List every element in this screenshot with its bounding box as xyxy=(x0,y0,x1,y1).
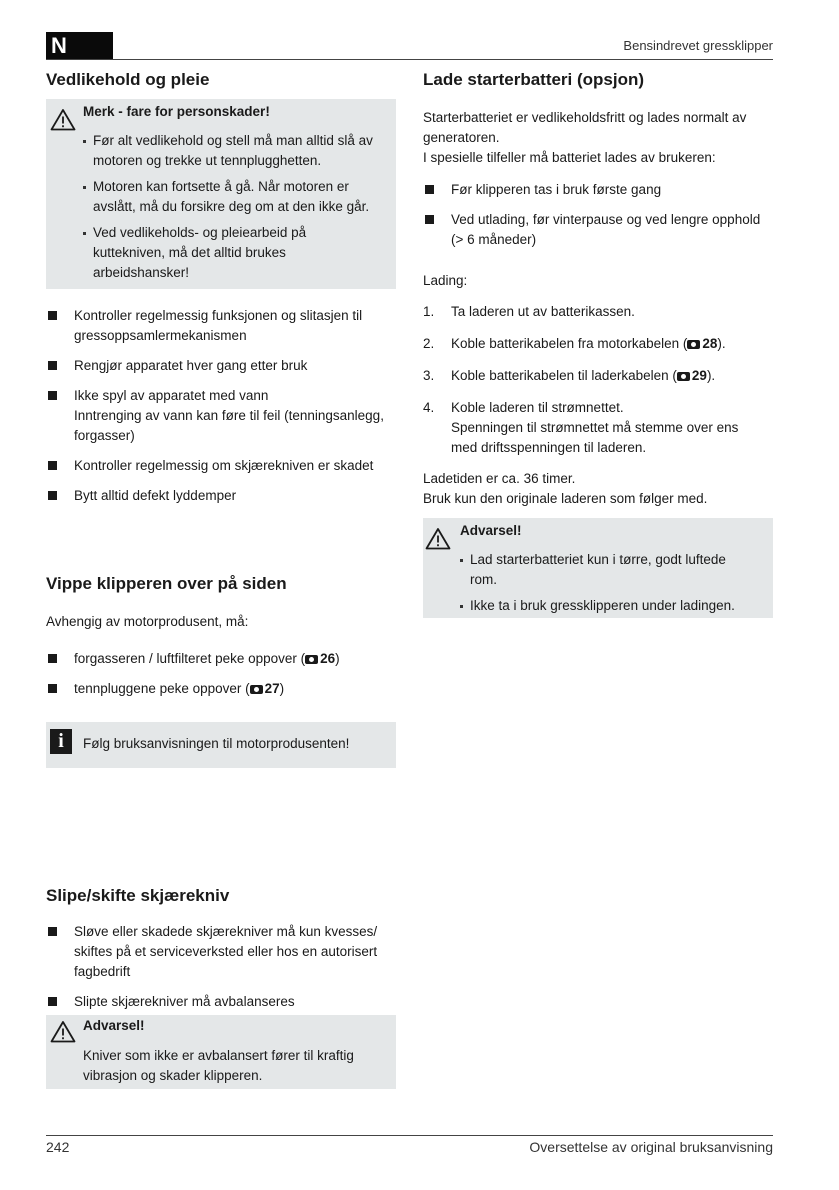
charging-time: Ladetiden er ca. 36 timer. xyxy=(423,471,576,486)
figure-number: 26 xyxy=(320,651,336,666)
info-text: Følg bruksanvisningen til motorprodusenten! xyxy=(83,736,350,751)
warning-list xyxy=(83,131,388,283)
tilt-intro: Avhengig av motorprodusent, må: xyxy=(46,614,249,629)
battery-intro xyxy=(423,108,773,168)
list-item xyxy=(46,679,396,699)
step-text: Ta laderen ut av batterikassen. xyxy=(451,304,635,319)
list-item: Før alt vedlikehold og stell må man alltid slå av motoren og trekke ut tennplugghetten. xyxy=(83,131,388,171)
step-end: ). xyxy=(717,336,726,351)
step-item xyxy=(423,398,773,458)
warning-box-injury xyxy=(46,99,396,289)
camera-icon xyxy=(250,685,263,694)
camera-icon xyxy=(687,340,700,349)
list-item: Sløve eller skadede skjærekniver må kun kvesses/ skiftes på et serviceverksted eller hos en autorisert fagbedrift xyxy=(46,922,396,982)
figure-reference xyxy=(250,681,280,696)
list-item-end: ) xyxy=(279,681,285,696)
maintenance-list xyxy=(46,306,396,506)
info-box xyxy=(46,722,396,768)
list-item-text: tennpluggene peke oppover ( xyxy=(74,681,250,696)
list-item: Kontroller regelmessig funksjonen og slitasjen til gressoppsamlermekanismen xyxy=(46,306,396,346)
warning-triangle-icon xyxy=(50,108,76,131)
figure-reference xyxy=(677,368,707,383)
list-item: Bytt alltid defekt lyddemper xyxy=(46,486,396,506)
list-item xyxy=(46,649,396,669)
list-item-text: Ikke spyl av apparatet med vann xyxy=(74,388,269,403)
charging-label: Lading: xyxy=(423,273,468,288)
step-item xyxy=(423,366,773,386)
tilt-list xyxy=(46,649,396,699)
step-number: 2. xyxy=(423,336,435,351)
blade-list xyxy=(46,922,396,1012)
warning-title: Merk - fare for personskader! xyxy=(83,104,270,119)
battery-conditions-list xyxy=(423,180,773,250)
list-item: Før klipperen tas i bruk første gang xyxy=(423,180,773,200)
battery-intro-text: I spesielle tilfeller må batteriet lades av brukeren: xyxy=(423,150,716,165)
list-item: Motoren kan fortsette å gå. Når motoren er avslått, må du forsikre deg om at den ikke går. xyxy=(83,177,388,217)
charging-steps xyxy=(423,302,773,458)
list-item: Ved utlading, før vinterpause og ved lengre opphold (> 6 måneder) xyxy=(423,210,773,250)
camera-icon xyxy=(305,655,318,664)
section-heading-battery: Lade starterbatteri (opsjon) xyxy=(423,70,645,89)
figure-reference xyxy=(687,336,717,351)
step-subtext: Spenningen til strømnettet må stemme over ens med driftsspenningen til laderen. xyxy=(451,420,739,455)
warning-box-blade xyxy=(46,1015,396,1089)
header-title: Bensindrevet gressklipper xyxy=(623,38,773,53)
figure-number: 28 xyxy=(702,336,718,351)
list-item: Rengjør apparatet hver gang etter bruk xyxy=(46,356,396,376)
section-heading-tilt: Vippe klipperen over på siden xyxy=(46,574,287,593)
camera-icon xyxy=(677,372,690,381)
page-number: 242 xyxy=(46,1139,70,1155)
battery-intro-text: Starterbatteriet er vedlikeholdsfritt og lades normalt av generatoren. xyxy=(423,110,747,145)
warning-title: Advarsel! xyxy=(460,523,522,538)
list-item: Slipte skjærekniver må avbalanseres xyxy=(46,992,396,1012)
warning-list xyxy=(460,550,765,616)
list-item xyxy=(46,386,396,446)
section-heading-maintenance: Vedlikehold og pleie xyxy=(46,70,210,89)
figure-reference xyxy=(305,651,335,666)
step-number: 3. xyxy=(423,368,435,383)
step-item xyxy=(423,334,773,354)
list-item: Ikke ta i bruk gressklipperen under ladingen. xyxy=(460,596,765,616)
section-heading-blade: Slipe/skifte skjærekniv xyxy=(46,886,230,905)
info-icon: i xyxy=(50,729,72,754)
warning-box-charging xyxy=(423,518,773,618)
charging-notes xyxy=(423,469,773,509)
warning-text: Kniver som ikke er avbalansert fører til kraftig vibrasjon og skader klipperen. xyxy=(83,1048,354,1083)
figure-number: 27 xyxy=(264,681,280,696)
list-item-subtext: Inntrenging av vann kan føre til feil (tenningsanlegg, forgasser) xyxy=(74,408,384,443)
step-text: Koble laderen til strømnettet. xyxy=(451,400,624,415)
warning-triangle-icon xyxy=(50,1020,76,1043)
charger-note: Bruk kun den originale laderen som følger med. xyxy=(423,491,708,506)
step-number: 1. xyxy=(423,304,435,319)
list-item: Ved vedlikeholds- og pleiearbeid på kuttekniven, må det alltid brukes arbeidshansker! xyxy=(83,223,388,283)
step-item xyxy=(423,302,773,322)
footer-title: Oversettelse av original bruksanvisning xyxy=(529,1139,773,1155)
step-text: Koble batterikabelen fra motorkabelen ( xyxy=(451,336,688,351)
footer-divider xyxy=(46,1135,773,1136)
language-badge: N xyxy=(46,32,113,60)
list-item: Kontroller regelmessig om skjærekniven er skadet xyxy=(46,456,396,476)
step-text: Koble batterikabelen til laderkabelen ( xyxy=(451,368,677,383)
step-end: ). xyxy=(706,368,716,383)
header-divider xyxy=(46,59,773,60)
list-item: Lad starterbatteriet kun i tørre, godt luftede rom. xyxy=(460,550,765,590)
list-item-text: forgasseren / luftfilteret peke oppover ( xyxy=(74,651,306,666)
list-item-end: ) xyxy=(335,651,340,666)
step-number: 4. xyxy=(423,400,435,415)
warning-title: Advarsel! xyxy=(83,1018,145,1033)
warning-triangle-icon xyxy=(425,527,451,550)
figure-number: 29 xyxy=(691,368,707,383)
